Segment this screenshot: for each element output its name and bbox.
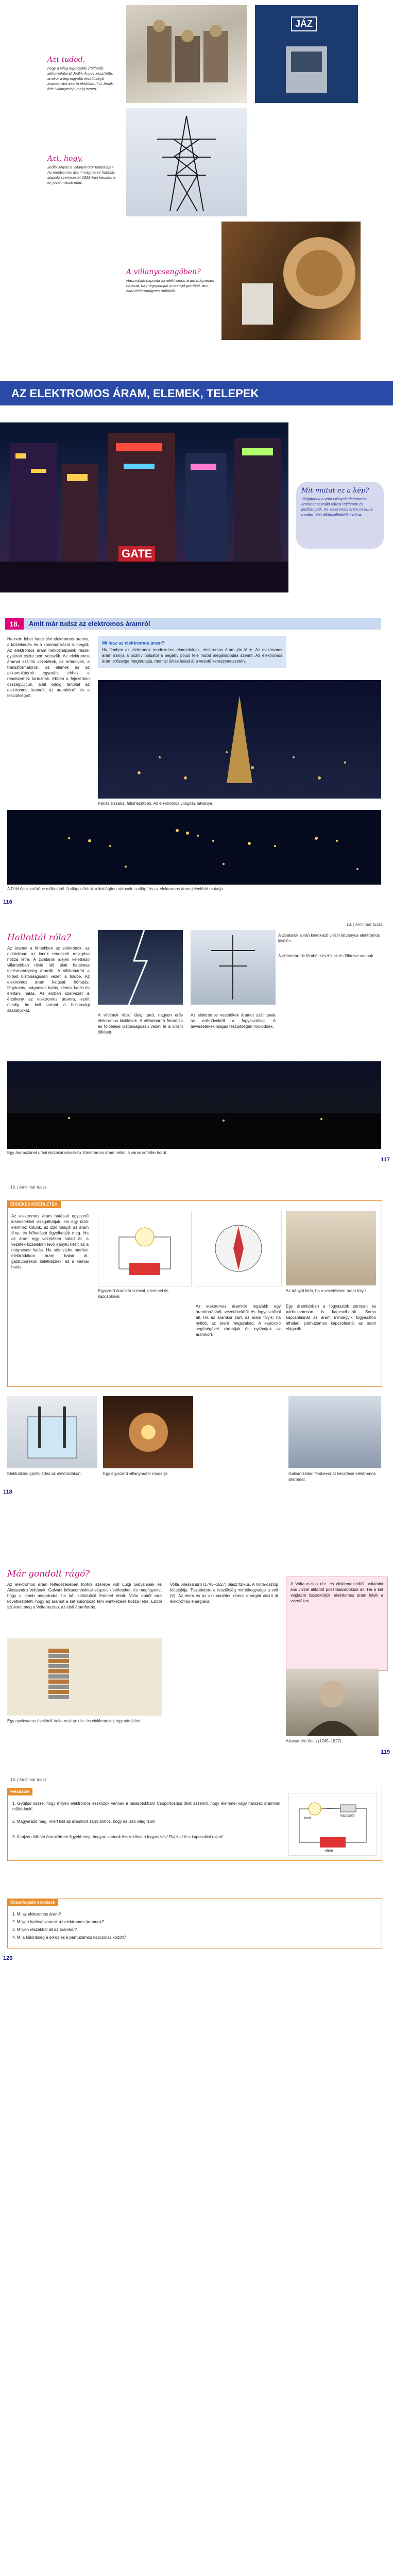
photo-bell: [221, 222, 361, 340]
page-intro: [0, 0, 393, 446]
fact-2-title: Azt, hogy,: [47, 155, 83, 163]
caption-compass: Az iránytű kitér, ha a vezetékben áram folyik.: [286, 1289, 368, 1293]
photo-earth-night: [7, 810, 381, 885]
running-head-120: 18. | Amit már tudsz: [10, 1777, 47, 1782]
label-bulb: izzó: [304, 1817, 311, 1820]
photo-city-night: [0, 422, 288, 592]
photo-battery: [126, 5, 247, 103]
lesson-title: Amit már tudsz az elektromos áramról: [29, 620, 150, 628]
page-number-119: 119: [381, 1749, 390, 1755]
fact-box-2: [47, 155, 117, 185]
summary-q2: 2. Milyen hatásai vannak az elektromos áramnak?: [12, 1920, 104, 1924]
chapter-title-text: AZ ELEKTROMOS ÁRAM, ELEMEK, TELEPEK: [11, 387, 259, 400]
fact-3-body: Használjuk naponta az elektromos áram mágneses hatását, ha megnyomjuk a csengő gombját, ami által elektromágnes működik.: [126, 278, 214, 293]
portrait-illustration: [286, 1669, 379, 1736]
photo-lightning: [98, 930, 183, 1005]
photo-pylon: [126, 108, 247, 216]
page-number-116: 116: [3, 899, 12, 905]
fact-2-body: Jedlik Ányos a villanymotor feltalálója? Az elektromos áram mágneses hatásán alapuló szerkezetét 1828-ban készítette el, jóval mások előtt.: [47, 165, 116, 185]
sidebar-heading: Hallottál róla?: [7, 933, 71, 943]
running-head-118: 18. | Amit már tudsz: [10, 1185, 47, 1190]
definition-body: Ha fémben az elektronok rendezetten elmozdulnak, elektromos áram jön létre. Az elektromos áram iránya a pozitív pólustól a negatív pólus felé mutat megállapodás szerint. Az elektromos áram erőssége megmutatja, mennyi töltés halad át a vezető keresztmetszetén.: [102, 648, 282, 664]
p4-col1: Az elektromos áram hatásait egyszerű kísérletekkel vizsgálhatjuk. Ha egy izzót elemhez kötünk, az izzó világít: az áram fény- és hőhatását figyelhetjük meg. Ha az áram egy vezetéken halad át, a vezeték közelében lévő iránytű kitér: ez a mágneses hatás. Ha sós vízbe merített elektródákon áram halad át, gázbuborékok keletkeznek: ez a kémiai hatás.: [11, 1214, 89, 1269]
motor-illustration: [103, 1396, 193, 1468]
sketch-circuit: [98, 1211, 192, 1286]
task-2: 2. Magyarázd meg, miért kell az áramkört zárni ahhoz, hogy az izzó világítson!: [12, 1819, 156, 1824]
photo-volta-pile: [7, 1638, 162, 1716]
definition-text: [102, 647, 282, 664]
p5-col2: Volta, Alessandro (1745–1827) olasz fizikus. A Volta-oszlop feltalálója. Tiszteletére a feszültség mértékegysége a volt (V). Az elem és az akkumulátor kémiai energiát alakít át elektromos energiává.: [170, 1582, 278, 1604]
volta-pile-illustration: [7, 1638, 162, 1716]
p4-col3: Egy áramkörben a fogyasztók sorosan és párhuzamosan is kapcsolhatók. Soros kapcsolásnál az áram mindegyik fogyasztón áthalad; párhuzamos kapcsolásnál az áram elágazik.: [286, 1304, 376, 1331]
caption-galvanizing: Galvanizálás: fémbevonat készítése elektromos árammal.: [288, 1471, 376, 1482]
definition-question: Mi lesz az elektromos áram?: [102, 640, 165, 646]
photo-paris-night: [98, 680, 381, 799]
history-heading: Már gondolt rágó?: [7, 1569, 90, 1579]
p4-col2: Az elektromos áramkör legalább egy áramforrásból, vezetékekből és fogyasztóból áll. Ha az áramkör zárt, az áram folyik; ha nyitott, az áram megszakad. A kapcsoló segítségével zárhatjuk és nyithatjuk az áramkört.: [196, 1304, 281, 1337]
photo-electrolysis: [7, 1396, 97, 1468]
fact-1-title: Azt tudod,: [47, 56, 86, 64]
definition-box: [98, 636, 286, 668]
running-head-117: 18. | Amit már tudsz: [346, 922, 383, 927]
caption-volta-pile: Egy nyolcvanas évekbeli Volta-oszlop: réz- és cinklemezek egymás felett.: [7, 1719, 142, 1723]
history-sidebar-text: A Volta-oszlop réz- és cinklemezekből, valamint sós vízzel átitatott posztódarabokból áll. Ha a két véglapot összekötjük, elektromos áram folyik a vezetéken.: [291, 1582, 383, 1603]
caption-volta: Alessandro Volta (1745–1827): [286, 1739, 341, 1743]
photo-blackout-city: [7, 1061, 381, 1149]
photo-tile-right: [255, 5, 358, 103]
photo-motor: [103, 1396, 193, 1468]
p5-col1: Az elektromos áram felfedezésében fontos szerepe volt Luigi Galvaninak és Alessandro Voltának. Galvani békacombokkal végzett kísérleteket, és megfigyelte, hogy a comb megrándul, ha két különböző fémmel érinti. Volta ebből arra következtetett, hogy az áramot a két különböző fém érintkezése hozza létre. Ebből született meg a Volta-oszlop, az első áramforrás.: [7, 1582, 162, 1609]
photo-galvanizing: [288, 1396, 381, 1468]
experiment-heading: ÉRDEKES KÍSÉRLETEK: [7, 1200, 61, 1208]
blackout-illustration: [7, 1061, 381, 1149]
summary-q4: 4. Mi a különbség a soros és a párhuzamos kapcsolás között?: [12, 1935, 126, 1940]
jaz-badge: JÁZ: [291, 16, 317, 31]
compass-illustration: [196, 1211, 281, 1286]
p3-col1: Az áramot a fémekben az elektronok, az oldatokban az ionok rendezett mozgása hozza létre. A zivatarok idején keletkező villámokban rövid idő alatt hatalmas töltésmennyiség áramlik. A villámhárító a töltést biztonságosan vezeti a földbe. Az elektromos áram hatásai: hőhatás, fényhatás, mágneses hatás, kémiai hatás és élettani hatás. Az emberi szervezet is érzékeny az elektromos áramra, ezért mindig be kell tartani a biztonsági szabályokat.: [7, 946, 90, 1013]
task-circuit-sketch: [288, 1793, 377, 1856]
caption-lightning: A zivatarok során keletkező villám látványos elektromos kisülés.: [278, 933, 380, 943]
city-night-illustration: [0, 422, 288, 592]
paris-caption: Párizs éjszaka, felülnézetben. Az elektromos világítás látványa.: [98, 801, 214, 806]
history-sidebar: [286, 1577, 388, 1671]
sidebox-question: Mit mutat ez a kép?: [301, 487, 369, 495]
photo-insulator: [191, 930, 276, 1005]
fact-box-3: [126, 268, 216, 294]
task-3: 3. A rajzon látható áramkörben figyeld meg, hogyan vannak összekötve a fogyasztók! Rajzold le a kapcsolási rajzot!: [12, 1835, 224, 1839]
bell-illustration: [221, 222, 361, 340]
caption-blackout: Egy áramszünet utáni éjszakai városkép. Elektromos áram nélkül a város sötétbe borul.: [7, 1150, 167, 1155]
task-heading: Feladatok: [7, 1788, 32, 1795]
task-circuit-illustration: [289, 1793, 377, 1855]
summary-heading: Összefoglaló kérdések: [7, 1899, 58, 1906]
caption-electrolysis: Elektrolízis: gázfejlődés az elektródákon.: [7, 1471, 82, 1476]
caption-circuit: Egyszerű áramkör izzóval, elemmel és kapcsolóval.: [98, 1289, 168, 1299]
lesson-number: 18.: [5, 618, 24, 630]
intro-paragraph: Ha nem lehet használni elektromos áramot, a közlekedés és a kommunikáció is megáll. Az elektromos áram hétköznapjaink része; gyakran észre sem vesszük. Az elektromos áramot szállító vezetékek, az erőművek, a transzformátorok, az elemek és az akkumulátorok egyaránt ehhez a rendszerhez tartoznak. Ebben a fejezetben összegyűjtjük, amit eddig tanultál az elektromos áramról, az áramkörről és a feszültségről.: [7, 637, 90, 698]
summary-q3: 3. Milyen részekből áll az áramkör?: [12, 1927, 77, 1932]
fact-1-body: hogy a világ legrégebbi (tölthető) akkumulátorát Jedlik Ányos készítette, amikor a legnagyobb feszültségű áramforrást akarta előállítani? A Jedlik-féle 'villanytelep' máig ismert.: [47, 66, 114, 91]
caption-motor: Egy egyszerű villanymotor modellje.: [103, 1471, 169, 1476]
sidebox-what-shows: [296, 482, 384, 549]
pylon-illustration: [126, 108, 247, 216]
earth-caption: A Föld éjszakai képe műholdról. A világos foltok a kivilágított városok: a világítás az elektromos áram jelenlétét mutatja.: [7, 887, 224, 891]
lightning-illustration: [98, 930, 183, 1005]
insulator-illustration: [191, 930, 276, 1005]
paris-night-illustration: [98, 680, 381, 799]
sketch-compass: [196, 1211, 282, 1286]
task-1: 1. Gyűjtsd össze, hogy milyen elektromos eszközök vannak a lakásotokban! Csoportosítsd őket aszerint, hogy elemmel vagy hálózati árammal működnek!: [12, 1801, 280, 1811]
caption-insulator: A villámhárítók fémből készülnek és földelve vannak.: [278, 954, 374, 958]
p3-col3: Az elektromos vezetékek áramot szállítanak az erőművektől a fogyasztókig. A távvezetékek magas feszültségen működnek.: [191, 1013, 276, 1029]
electrolysis-illustration: [7, 1396, 97, 1468]
summary-q1: 1. Mi az elektromos áram?: [12, 1912, 61, 1917]
fact-3-title: A villanycsengőben?: [126, 268, 201, 276]
gate-sign: GATE: [118, 546, 155, 562]
circuit-illustration: [98, 1211, 191, 1286]
portrait-volta: [286, 1669, 379, 1736]
lesson-header: [5, 618, 381, 630]
fact-box-1: [47, 56, 117, 92]
earth-night-illustration: [7, 810, 381, 885]
label-switch: kapcsoló: [340, 1814, 355, 1818]
battery-illustration: [126, 5, 247, 103]
p3-col2: A villámok rövid ideig tartó, nagyon erős elektromos kisülések. A villámhárító fémrúdja és földelése biztonságosan vezeti le a villám töltését.: [98, 1013, 183, 1035]
page-number-118: 118: [3, 1489, 12, 1495]
chapter-title: [0, 381, 393, 405]
sidebox-text: Világítanak a vörös fények elektromos áramot használó városi reklámok és jelzőlámpák. Az elektromos áram nélkül a modern élet elképzelhetetlen volna.: [301, 497, 373, 517]
page-number-117: 117: [381, 1157, 390, 1163]
page-number-120: 120: [3, 1955, 13, 1961]
photo-experiment: [286, 1211, 376, 1285]
label-battery: elem: [325, 1849, 333, 1853]
